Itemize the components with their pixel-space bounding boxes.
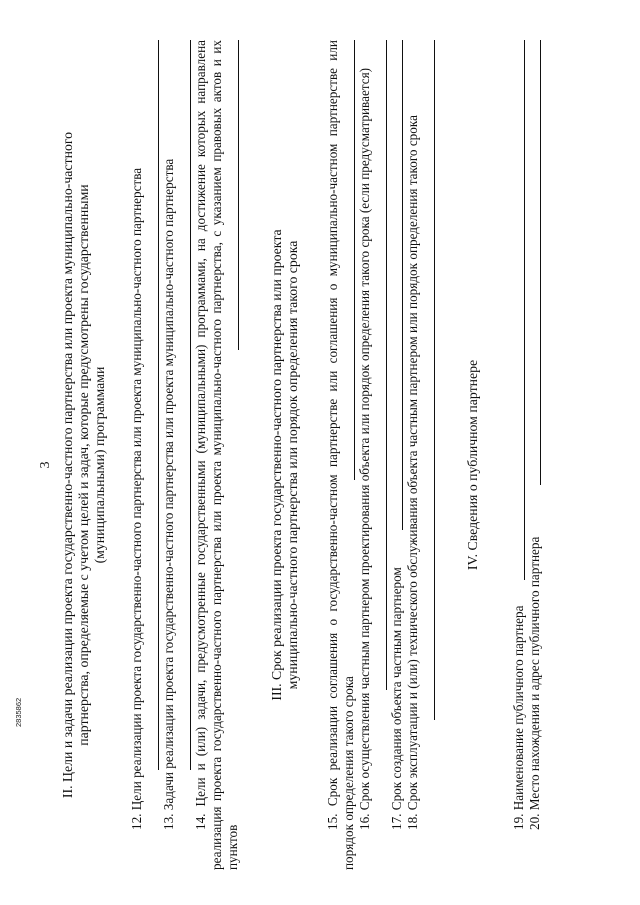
item-18-fill-line xyxy=(434,40,435,720)
item-19-text: 19. Наименование публичного партнера xyxy=(511,605,526,830)
item-20-fill-line xyxy=(540,40,541,485)
page-number: 3 xyxy=(38,461,53,469)
item-15 xyxy=(325,40,357,870)
section-3-heading: III. Срок реализации проекта государственно-частного партнерства или проекта муниципально-частного партнерства или порядок определения такого срока xyxy=(269,229,300,701)
item-16 xyxy=(357,40,373,870)
item-19-fill-line xyxy=(524,40,525,580)
item-15-text: 15. Срок реализации соглашения о государственно-частном партнерстве или соглашения о муниципально-частном партнерстве или порядок определения такого срока xyxy=(325,40,356,870)
section-2-heading: II. Цели и задачи реализации проекта государственно-частного партнерства или проекта муниципально-частного партнерства, определяемые с учетом целей и задач, которые предусмотрены государственными (муниципальными) программами xyxy=(60,131,107,799)
item-14 xyxy=(193,40,240,870)
item-16-fill-line xyxy=(386,40,387,690)
item-12-fill-line xyxy=(158,40,159,770)
item-17-fill-line xyxy=(402,40,403,530)
item-12-text: 12. Цели реализации проекта государственно-частного партнерства или проекта муниципально-частного партнерства xyxy=(129,167,144,830)
item-14-fill-line xyxy=(238,40,239,350)
item-13-text: 13. Задачи реализации проекта государственно-частного партнерства или проекта муниципально-частного партнерства xyxy=(161,158,176,830)
section-4-heading: IV. Сведения о публичном партнере xyxy=(465,359,480,571)
item-16-text: 16. Срок осуществления частным партнером проектирования объекта или порядок определения такого срока (если предусматривается) xyxy=(357,67,372,830)
item-15-fill-line xyxy=(354,40,355,480)
document-code: 2835862 xyxy=(14,697,23,727)
item-17-text: 17. Срок создания объекта частным партнером xyxy=(389,567,404,830)
item-13 xyxy=(161,40,177,870)
item-18-text: 18. Срок эксплуатации и (или) технического обслуживания объекта частным партнером или порядок определения такого срока xyxy=(405,115,420,830)
rotated-page-content xyxy=(30,40,600,880)
item-20-text: 20. Место нахождения и адрес публичного партнера xyxy=(527,536,542,830)
item-12 xyxy=(129,40,145,870)
item-14-text: 14. Цели и (или) задачи, предусмотренные государственными (муниципальными) программами, на достижение которых направлена реализация проекта государственно-частного партнерства или проекта муниципально-частного партнерства, с указанием правовых актов и их пунктов xyxy=(193,40,240,870)
item-18 xyxy=(405,40,421,870)
item-13-fill-line xyxy=(190,40,191,770)
